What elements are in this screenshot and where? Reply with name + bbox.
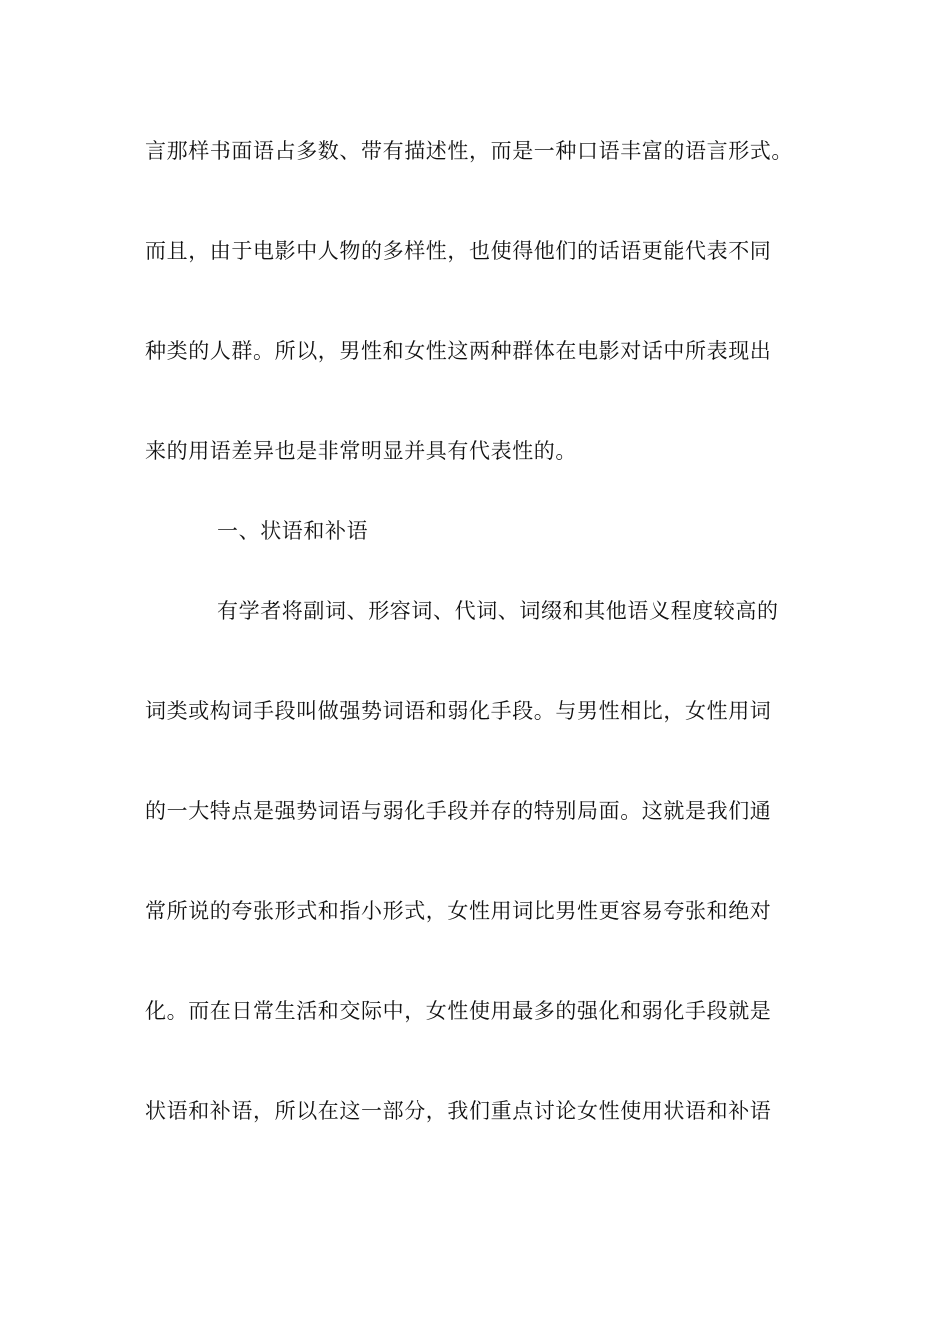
paragraph-line: 有学者将副词、形容词、代词、词缀和其他语义程度较高的 bbox=[217, 599, 779, 623]
paragraph-line: 词类或构词手段叫做强势词语和弱化手段。与男性相比，女性用词 bbox=[145, 699, 772, 723]
paragraph-line: 常所说的夸张形式和指小形式，女性用词比男性更容易夸张和绝对 bbox=[145, 899, 772, 923]
paragraph-line: 种类的人群。所以，男性和女性这两种群体在电影对话中所表现出 bbox=[145, 339, 772, 363]
paragraph-line: 化。而在日常生活和交际中，女性使用最多的强化和弱化手段就是 bbox=[145, 999, 772, 1023]
paragraph-line: 状语和补语，所以在这一部分，我们重点讨论女性使用状语和补语 bbox=[145, 1099, 772, 1123]
paragraph-line: 的一大特点是强势词语与弱化手段并存的特别局面。这就是我们通 bbox=[145, 799, 772, 823]
paragraph-line: 言那样书面语占多数、带有描述性，而是一种口语丰富的语言形式。 bbox=[145, 139, 793, 163]
paragraph-line: 而且，由于电影中人物的多样性，也使得他们的话语更能代表不同 bbox=[145, 239, 772, 263]
section-heading: 一、状语和补语 bbox=[217, 519, 369, 543]
paragraph-line: 来的用语差异也是非常明显并具有代表性的。 bbox=[145, 439, 577, 463]
